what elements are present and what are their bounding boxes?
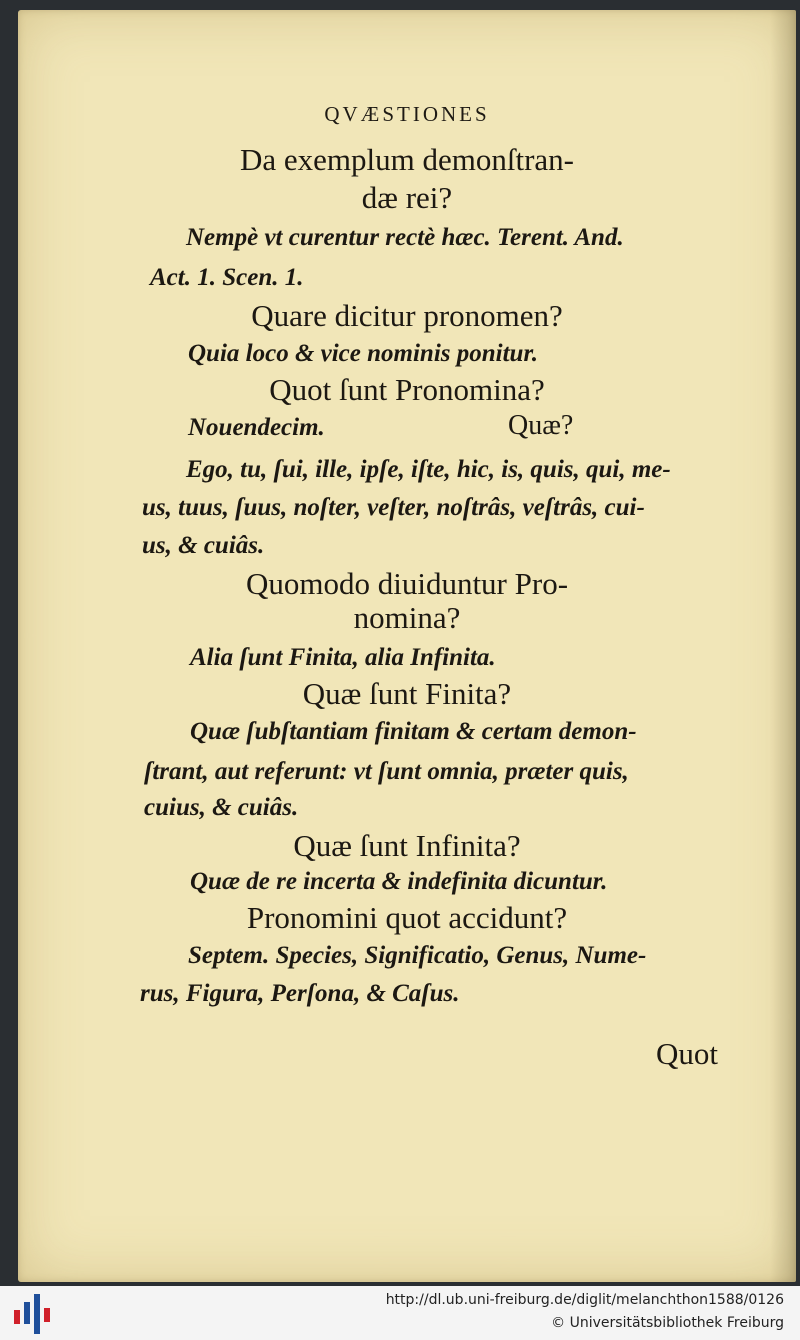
answer-line: us, tuus, ſuus, noſter, veſter, noſtrâs, veſtrâs, cui- (142, 494, 645, 521)
library-logo-icon (14, 1294, 50, 1334)
answer-line: Nempè vt curentur rectè hæc. Terent. And. (186, 224, 624, 251)
question-line: Quot ſunt Pronomina? (269, 372, 545, 407)
question-line: Quomodo diuiduntur Pro- (245, 566, 569, 601)
answer-line: Act. 1. Scen. 1. (150, 264, 304, 291)
question-inline: Quæ? (508, 410, 574, 441)
answer-line: us, & cuiâs. (142, 532, 265, 559)
catchword: Quot (656, 1036, 718, 1071)
answer-line: Ego, tu, ſui, ille, ipſe, iſte, hic, is, quis, qui, me- (186, 456, 671, 483)
book-page (18, 10, 796, 1282)
question-line: Quæ ſunt Infinita? (293, 828, 521, 863)
question-line: Quare dicitur pronomen? (251, 298, 563, 333)
answer-line: cuius, & cuiâs. (144, 794, 299, 821)
question-line: dæ rei? (361, 180, 453, 215)
answer-line: Alia ſunt Finita, alia Infinita. (190, 644, 496, 671)
answer-line: Nouendecim. (188, 414, 325, 441)
question-line: Da exemplum demonſtran- (239, 142, 574, 177)
answer-line: Quia loco & vice nominis ponitur. (188, 340, 539, 367)
answer-line: Septem. Species, Significatio, Genus, Nume- (188, 942, 647, 969)
answer-line: ſtrant, aut referunt: vt ſunt omnia, præter quis, (144, 758, 629, 785)
viewer-footer (0, 1286, 800, 1340)
answer-line: rus, Figura, Perſona, & Caſus. (140, 980, 460, 1007)
question-line: Quæ ſunt Finita? (302, 676, 512, 711)
question-line: nomina? (353, 600, 461, 635)
answer-line: Quæ ſubſtantiam finitam & certam demon- (190, 718, 637, 745)
permalink-url[interactable]: http://dl.ub.uni-freiburg.de/diglit/melanchthon1588/0126 (385, 1292, 784, 1308)
copyright-notice: © Universitätsbibliothek Freiburg (551, 1315, 784, 1331)
answer-line: Quæ de re incerta & indefinita dicuntur. (190, 868, 608, 895)
running-head: QVÆSTIONES (324, 102, 490, 126)
question-line: Pronomini quot accidunt? (246, 900, 568, 935)
